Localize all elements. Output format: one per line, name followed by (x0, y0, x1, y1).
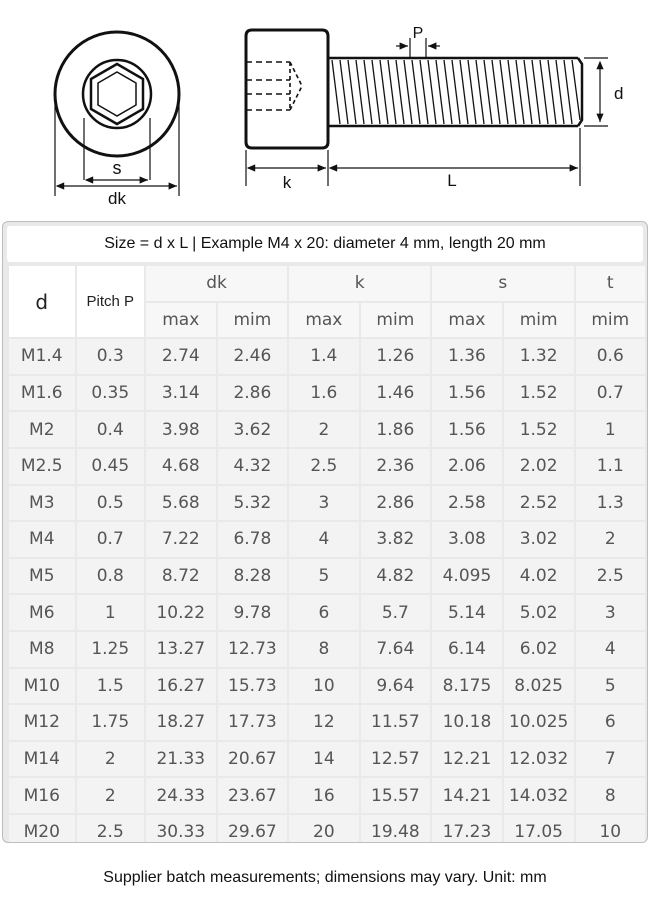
header-group-k: k (289, 266, 430, 301)
cell-k-max: 5 (289, 559, 358, 594)
cell-k-max: 20 (289, 815, 358, 843)
side-view (246, 25, 623, 192)
label-l: L (447, 171, 457, 190)
cell-s-max: 8.175 (432, 669, 502, 704)
cell-t-min: 8 (576, 778, 645, 813)
table-row (9, 412, 645, 447)
cell-pitch: 0.7 (77, 522, 144, 557)
cell-k-max: 4 (289, 522, 358, 557)
cell-dk-max: 10.22 (146, 595, 216, 630)
header-d: d (9, 266, 75, 337)
label-s: s (112, 158, 122, 178)
cell-k-max: 12 (289, 705, 358, 740)
cell-k-min: 5.7 (361, 595, 431, 630)
cell-s-max: 1.56 (432, 412, 502, 447)
cell-dk-min: 20.67 (218, 742, 288, 777)
size-explanation: Size = d x L | Example M4 x 20: diameter 4 mm, length 20 mm (7, 226, 643, 262)
table-row (9, 742, 645, 777)
table-row (9, 595, 645, 630)
cell-s-max: 1.56 (432, 376, 502, 411)
spec-panel (2, 221, 648, 843)
cell-pitch: 1.5 (77, 669, 144, 704)
cell-dk-max: 24.33 (146, 778, 216, 813)
spec-table-body (9, 339, 645, 843)
cell-s-max: 6.14 (432, 632, 502, 667)
cell-s-min: 10.025 (504, 705, 574, 740)
cell-dk-max: 30.33 (146, 815, 216, 843)
table-row (9, 632, 645, 667)
cell-dk-min: 15.73 (218, 669, 288, 704)
cell-k-min: 4.82 (361, 559, 431, 594)
cell-s-min: 12.032 (504, 742, 574, 777)
subheader-dk-max: max (146, 303, 216, 338)
cell-k-max: 10 (289, 669, 358, 704)
cell-size: M10 (9, 669, 75, 704)
cell-dk-max: 18.27 (146, 705, 216, 740)
cell-pitch: 0.35 (77, 376, 144, 411)
cell-s-max: 12.21 (432, 742, 502, 777)
cell-s-max: 17.23 (432, 815, 502, 843)
cell-size: M16 (9, 778, 75, 813)
cell-t-min: 6 (576, 705, 645, 740)
subheader-s-min: mim (504, 303, 574, 338)
cell-dk-min: 29.67 (218, 815, 288, 843)
subheader-k-min: mim (361, 303, 431, 338)
cell-s-max: 2.58 (432, 486, 502, 521)
cell-size: M8 (9, 632, 75, 667)
cell-size: M6 (9, 595, 75, 630)
cell-dk-min: 12.73 (218, 632, 288, 667)
cell-s-max: 3.08 (432, 522, 502, 557)
cell-t-min: 0.7 (576, 376, 645, 411)
label-k: k (282, 173, 292, 192)
cell-pitch: 0.45 (77, 449, 144, 484)
cell-dk-min: 17.73 (218, 705, 288, 740)
cell-s-min: 17.05 (504, 815, 574, 843)
spec-table (7, 264, 647, 843)
cell-pitch: 0.5 (77, 486, 144, 521)
cell-dk-min: 4.32 (218, 449, 288, 484)
cell-k-min: 19.48 (361, 815, 431, 843)
screw-drawing (0, 0, 650, 220)
cell-s-max: 1.36 (432, 339, 502, 374)
cell-pitch: 0.4 (77, 412, 144, 447)
cell-t-min: 4 (576, 632, 645, 667)
cell-s-min: 14.032 (504, 778, 574, 813)
header-group-t: t (576, 266, 645, 301)
cell-k-max: 2.5 (289, 449, 358, 484)
cell-k-max: 14 (289, 742, 358, 777)
cell-dk-max: 7.22 (146, 522, 216, 557)
table-row (9, 705, 645, 740)
cell-pitch: 1.75 (77, 705, 144, 740)
thread-lines (332, 60, 580, 124)
cell-dk-min: 6.78 (218, 522, 288, 557)
cell-dk-max: 4.68 (146, 449, 216, 484)
header-group-dk: dk (146, 266, 287, 301)
cell-size: M12 (9, 705, 75, 740)
cell-s-min: 5.02 (504, 595, 574, 630)
cell-s-max: 14.21 (432, 778, 502, 813)
cell-dk-min: 5.32 (218, 486, 288, 521)
cell-t-min: 1.1 (576, 449, 645, 484)
cell-size: M4 (9, 522, 75, 557)
cell-pitch: 1.25 (77, 632, 144, 667)
cell-size: M1.4 (9, 339, 75, 374)
cell-t-min: 5 (576, 669, 645, 704)
footer-note: Supplier batch measurements; dimensions may vary. Unit: mm (18, 858, 632, 898)
table-row (9, 815, 645, 843)
table-row (9, 486, 645, 521)
header-pitch: Pitch P (77, 266, 144, 337)
cell-t-min: 7 (576, 742, 645, 777)
cell-dk-min: 23.67 (218, 778, 288, 813)
cell-k-min: 2.86 (361, 486, 431, 521)
cell-pitch: 1 (77, 595, 144, 630)
cell-k-min: 1.86 (361, 412, 431, 447)
cell-dk-min: 8.28 (218, 559, 288, 594)
cell-k-max: 8 (289, 632, 358, 667)
cell-t-min: 2.5 (576, 559, 645, 594)
cell-s-max: 4.095 (432, 559, 502, 594)
cell-s-min: 6.02 (504, 632, 574, 667)
cell-size: M20 (9, 815, 75, 843)
table-row (9, 376, 645, 411)
subheader-s-max: max (432, 303, 502, 338)
cell-size: M14 (9, 742, 75, 777)
cell-dk-max: 3.98 (146, 412, 216, 447)
cell-size: M5 (9, 559, 75, 594)
cell-k-min: 1.46 (361, 376, 431, 411)
label-p: P (412, 25, 424, 42)
cell-pitch: 2 (77, 778, 144, 813)
cell-dk-min: 9.78 (218, 595, 288, 630)
cell-s-max: 2.06 (432, 449, 502, 484)
label-d: d (614, 84, 624, 103)
table-row (9, 778, 645, 813)
subheader-dk-min: mim (218, 303, 288, 338)
cell-k-max: 6 (289, 595, 358, 630)
cell-k-max: 3 (289, 486, 358, 521)
cell-dk-max: 3.14 (146, 376, 216, 411)
cell-k-max: 16 (289, 778, 358, 813)
cell-s-max: 10.18 (432, 705, 502, 740)
cell-t-min: 10 (576, 815, 645, 843)
cell-dk-max: 21.33 (146, 742, 216, 777)
cell-dk-max: 8.72 (146, 559, 216, 594)
cell-k-max: 1.6 (289, 376, 358, 411)
header-group-s: s (432, 266, 573, 301)
table-row (9, 449, 645, 484)
cell-dk-min: 2.46 (218, 339, 288, 374)
end-view (55, 32, 179, 208)
cell-k-min: 2.36 (361, 449, 431, 484)
cell-pitch: 2.5 (77, 815, 144, 843)
cell-s-min: 1.52 (504, 412, 574, 447)
cell-s-max: 5.14 (432, 595, 502, 630)
table-group-header-row (9, 266, 645, 301)
cell-k-min: 11.57 (361, 705, 431, 740)
cell-s-min: 8.025 (504, 669, 574, 704)
cell-k-max: 2 (289, 412, 358, 447)
table-row (9, 559, 645, 594)
cell-k-min: 7.64 (361, 632, 431, 667)
cell-pitch: 2 (77, 742, 144, 777)
cell-k-min: 15.57 (361, 778, 431, 813)
table-row (9, 339, 645, 374)
subheader-t-min: mim (576, 303, 645, 338)
cell-size: M3 (9, 486, 75, 521)
cell-t-min: 3 (576, 595, 645, 630)
cell-k-min: 12.57 (361, 742, 431, 777)
cell-dk-max: 5.68 (146, 486, 216, 521)
cell-t-min: 2 (576, 522, 645, 557)
cell-dk-max: 13.27 (146, 632, 216, 667)
table-row (9, 669, 645, 704)
cell-pitch: 0.3 (77, 339, 144, 374)
cell-k-min: 9.64 (361, 669, 431, 704)
cell-t-min: 1 (576, 412, 645, 447)
cell-size: M2.5 (9, 449, 75, 484)
cell-dk-min: 2.86 (218, 376, 288, 411)
cell-dk-max: 2.74 (146, 339, 216, 374)
cell-k-min: 3.82 (361, 522, 431, 557)
cell-s-min: 2.02 (504, 449, 574, 484)
cell-t-min: 0.6 (576, 339, 645, 374)
cell-size: M1.6 (9, 376, 75, 411)
cell-dk-min: 3.62 (218, 412, 288, 447)
table-row (9, 522, 645, 557)
cell-dk-max: 16.27 (146, 669, 216, 704)
label-dk: dk (108, 189, 126, 208)
cell-s-min: 4.02 (504, 559, 574, 594)
cell-k-min: 1.26 (361, 339, 431, 374)
screw-diagram-svg (0, 0, 650, 220)
subheader-k-max: max (289, 303, 358, 338)
cell-s-min: 2.52 (504, 486, 574, 521)
cell-pitch: 0.8 (77, 559, 144, 594)
cell-t-min: 1.3 (576, 486, 645, 521)
cell-s-min: 3.02 (504, 522, 574, 557)
cell-k-max: 1.4 (289, 339, 358, 374)
cell-s-min: 1.32 (504, 339, 574, 374)
cell-s-min: 1.52 (504, 376, 574, 411)
cell-size: M2 (9, 412, 75, 447)
